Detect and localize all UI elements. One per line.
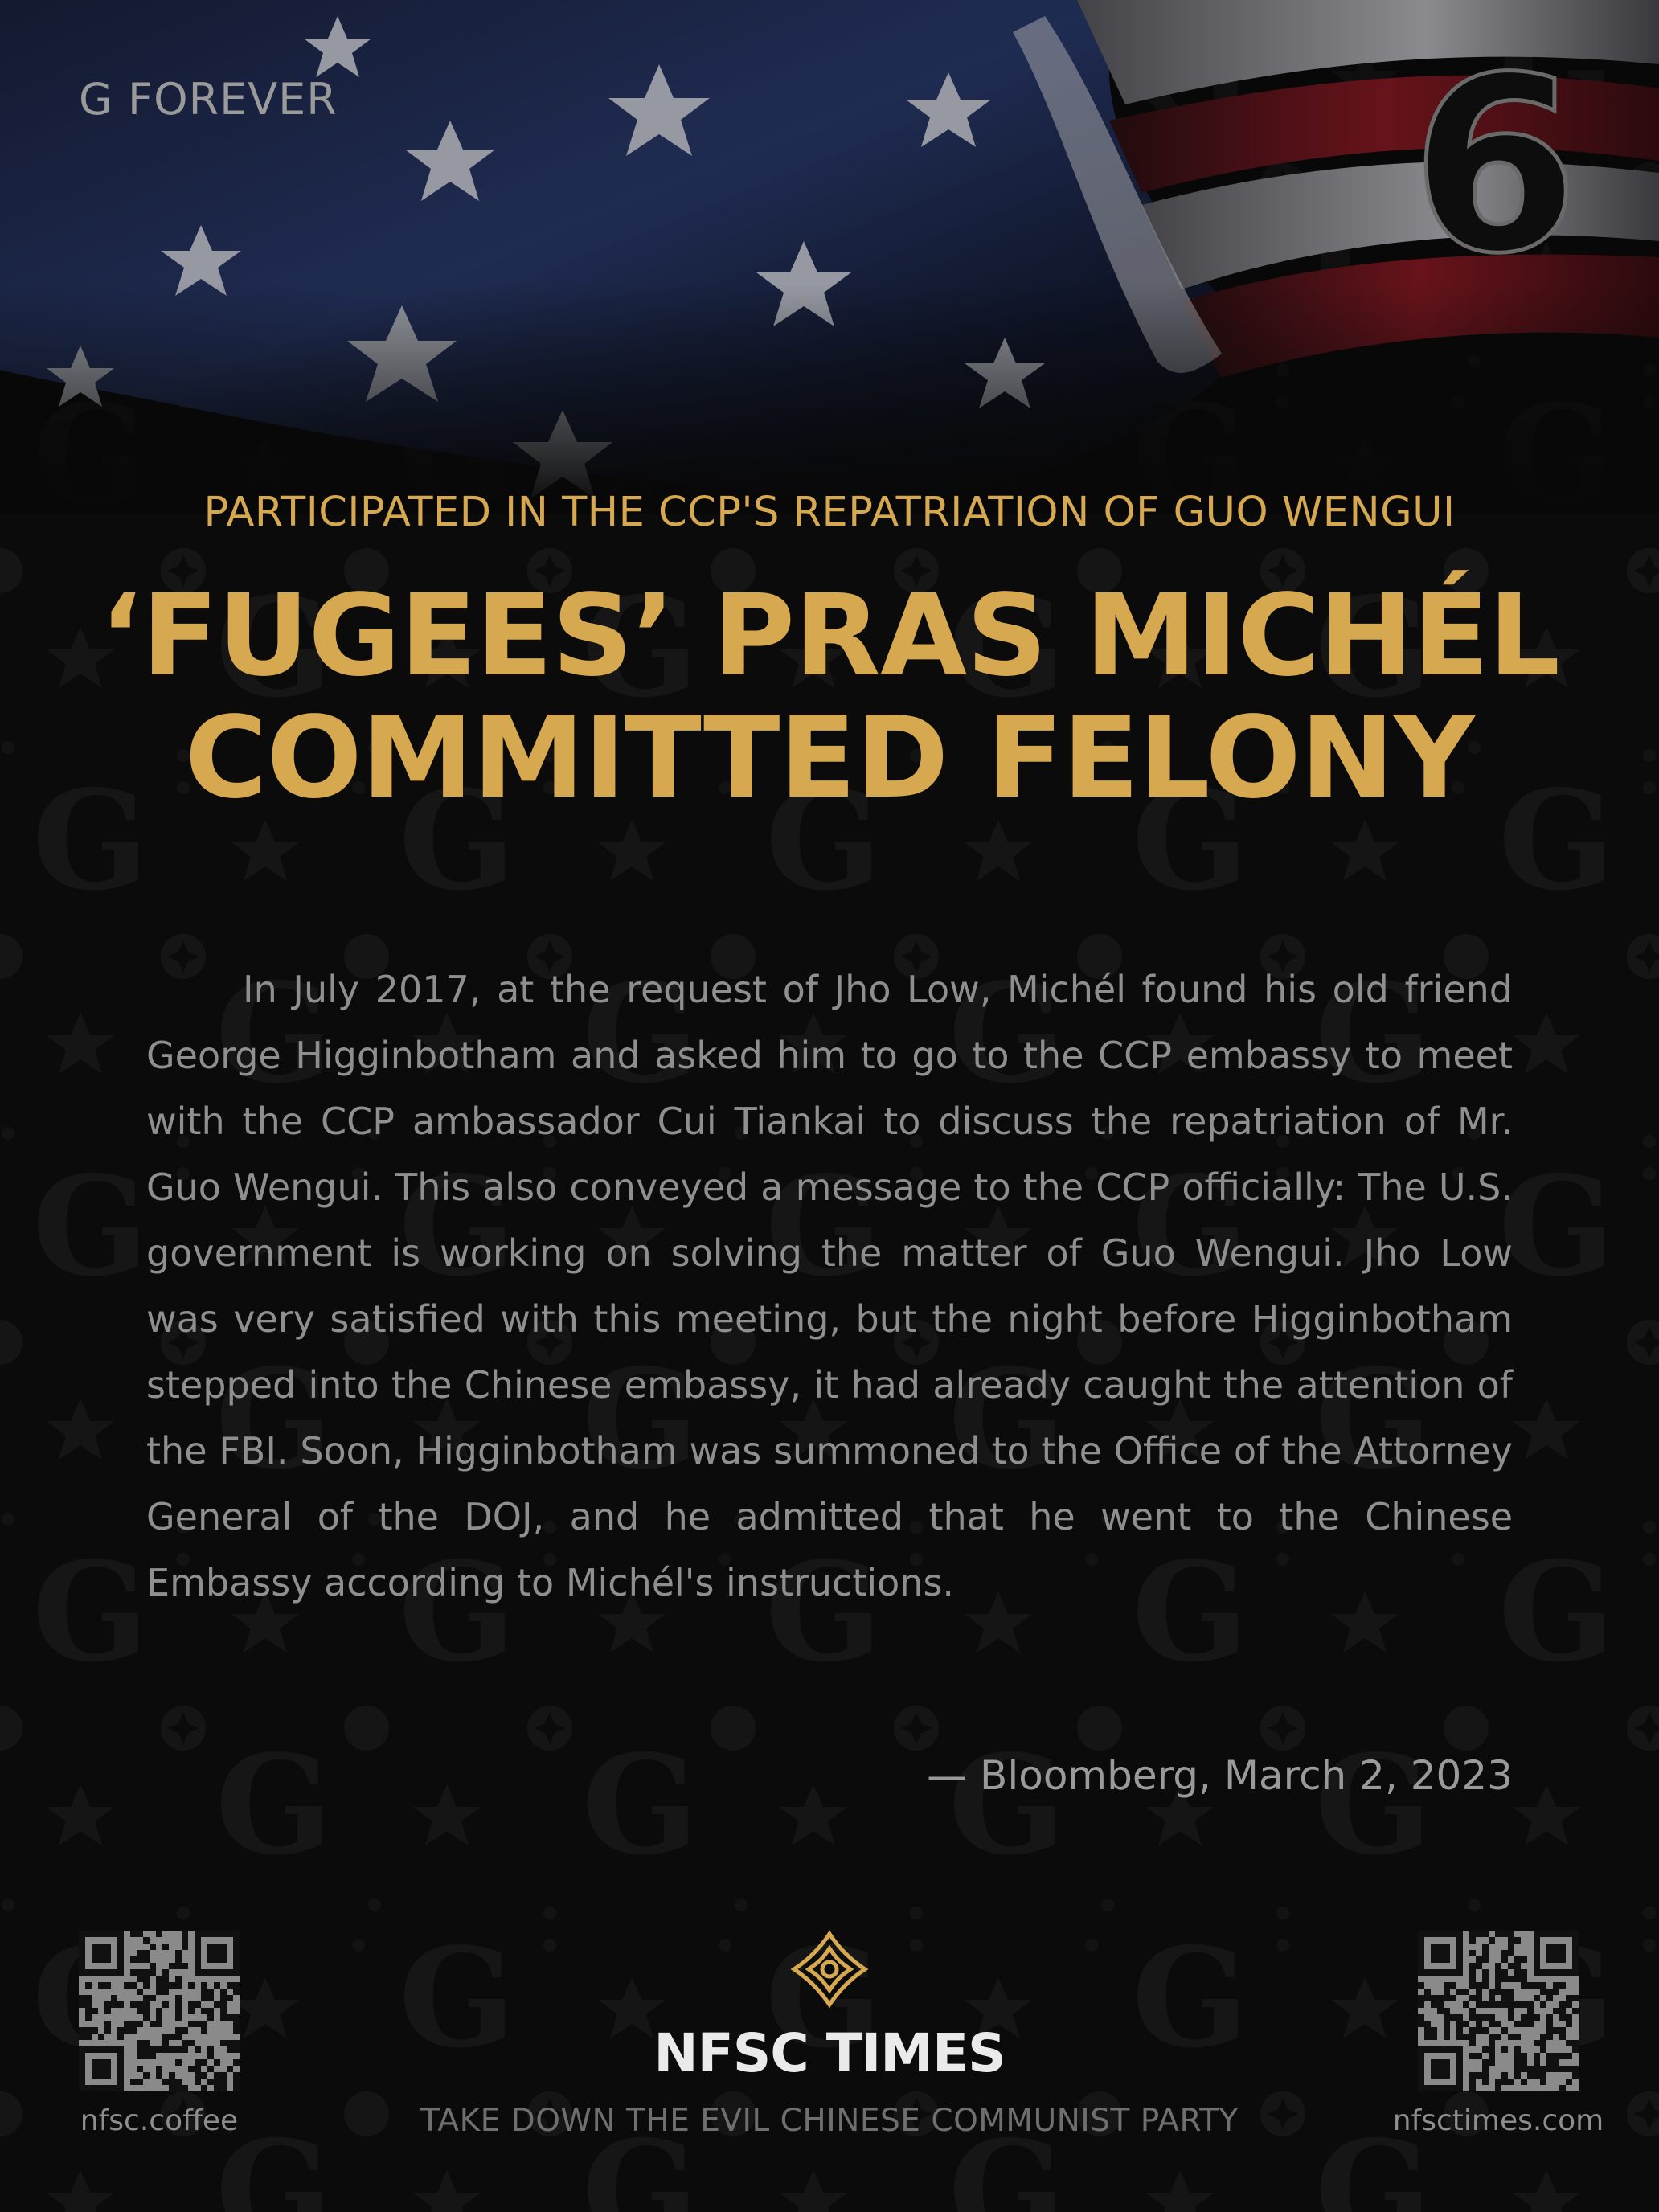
footer-url-right[interactable]: nfsctimes.com (1392, 2104, 1604, 2137)
diamond-knot-icon (789, 1929, 870, 2009)
logo-name: NFSC TIMES (653, 2022, 1006, 2084)
footer-url-left[interactable]: nfsc.coffee (80, 2104, 239, 2137)
article-body: In July 2017, at the request of Jho Low, Michél found his old friend George Higginbotham and asked him to go to the CCP embassy to meet with the CCP ambassador Cui Tiankai to discuss the repatriation of Mr. Guo Wengui. This also conveyed a message to the CCP officially: The U.S. government is working on solving the matter of Guo Wengui. Jho Low was very satisfied with this meeting, but the night before Higginbotham stepped into the Chinese embassy, it had already caught the attention of the FBI. Soon, Higginbotham was summoned to the Office of the Attorney General of the DOJ, and he admitted that he went to the Chinese Embassy according to Michél's instructions. (146, 968, 1513, 1604)
slogan: TAKE DOWN THE EVIL CHINESE COMMUNIST PARTY (420, 2103, 1239, 2139)
headline-line-2: COMMITTED FELONY (184, 693, 1475, 824)
headline (0, 571, 1659, 824)
page-number: 6 (1411, 48, 1579, 281)
brand-label: G FOREVER (79, 74, 338, 125)
article-kicker: PARTICIPATED IN THE CCP'S REPATRIATION OF GUO WENGUI (203, 489, 1456, 536)
page-number-badge (1399, 48, 1591, 281)
source-citation: — Bloomberg, March 2, 2023 (927, 1752, 1513, 1799)
headline-line-1: ‘FUGEES’ PRAS MICHÉL (100, 571, 1559, 702)
